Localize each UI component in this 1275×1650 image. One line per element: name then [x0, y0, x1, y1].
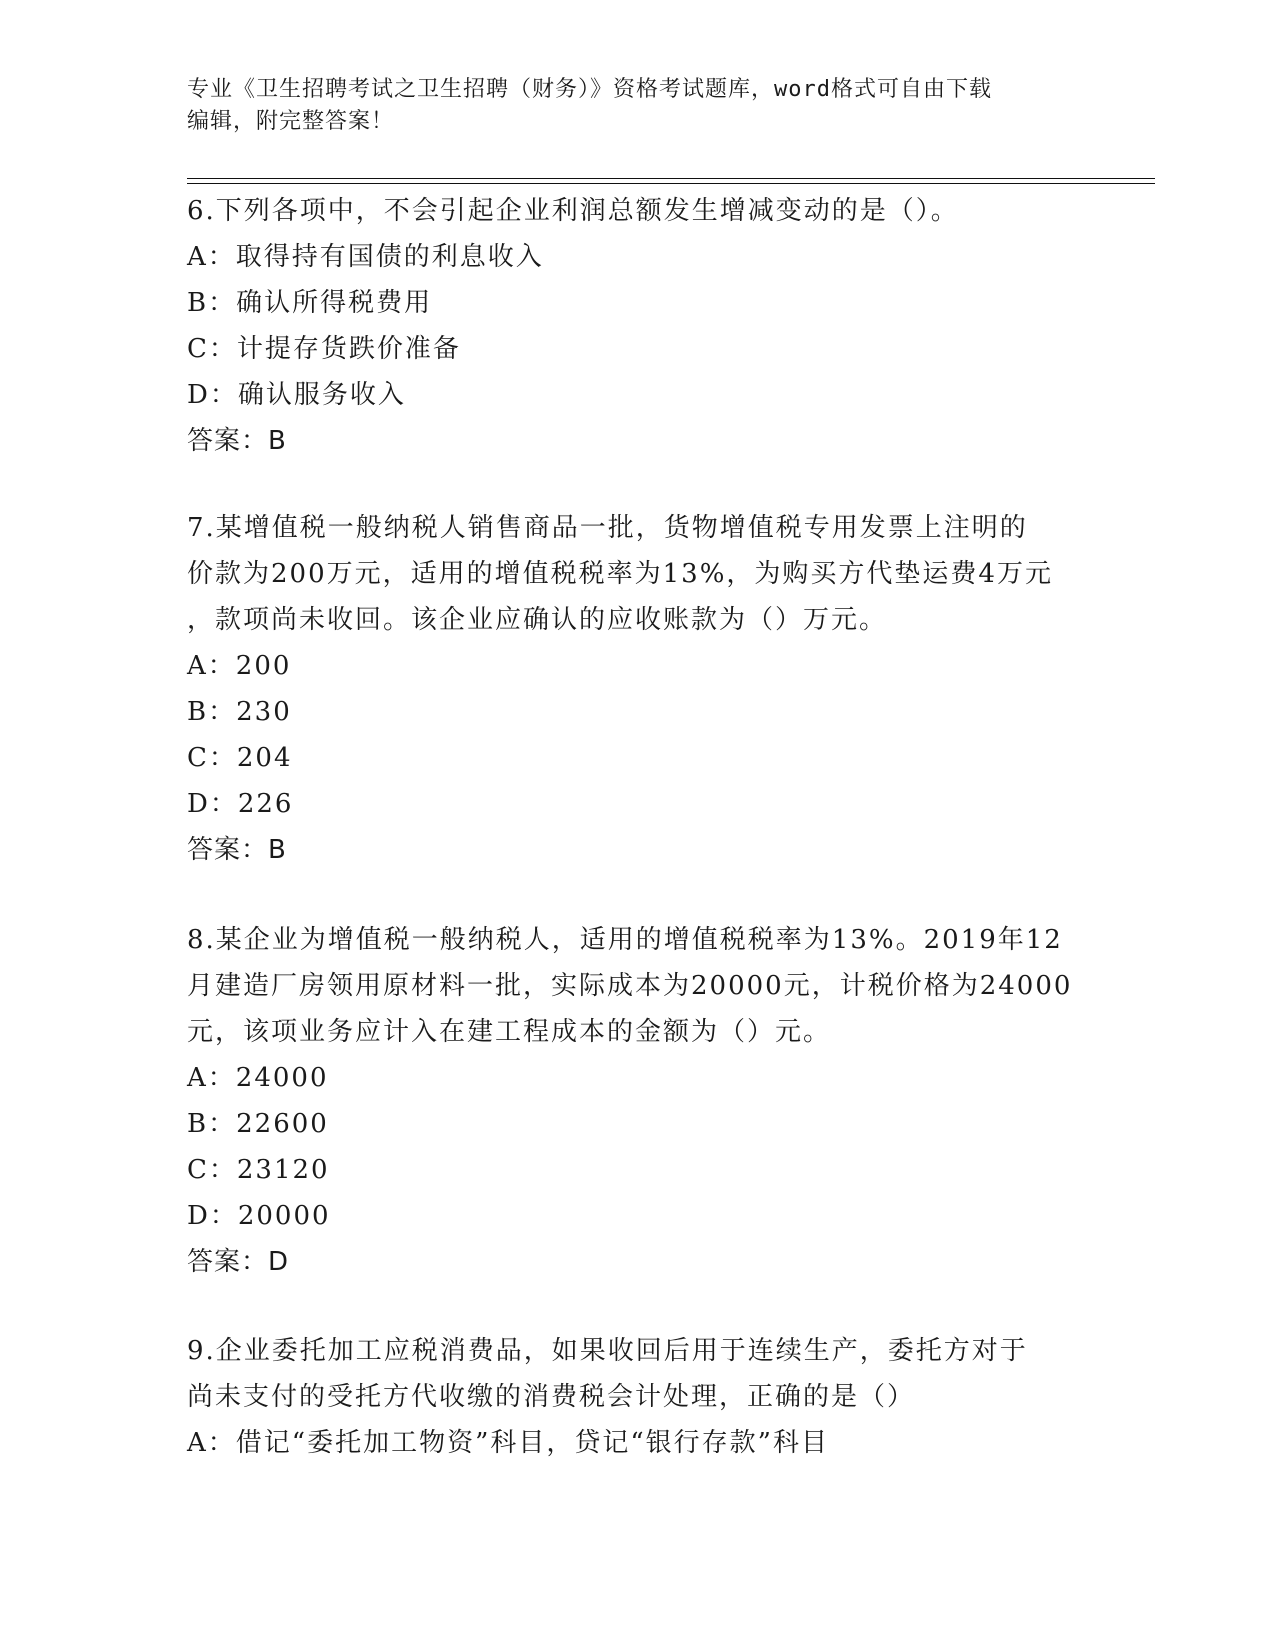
- question-stem-line: 元，该项业务应计入在建工程成本的金额为（）元。: [187, 1017, 832, 1047]
- option-b: B：确认所得税费用: [187, 288, 433, 318]
- question-stem-line: 价款为200万元，适用的增值税税率为13%，为购买方代垫运费4万元: [187, 559, 1053, 589]
- option-b: B：230: [187, 697, 292, 727]
- option-c: C：计提存货跌价准备: [187, 334, 461, 364]
- question-7: [187, 505, 1087, 873]
- option-a: A：取得持有国债的利息收入: [187, 242, 544, 272]
- option-a: A：24000: [187, 1063, 329, 1093]
- answer: 答案：B: [187, 835, 287, 865]
- question-stem-line: 9.企业委托加工应税消费品，如果收回后用于连续生产，委托方对于: [187, 1336, 1028, 1366]
- header-line-2: 编辑，附完整答案！: [187, 109, 395, 134]
- question-stem-line: 7.某增值税一般纳税人销售商品一批，货物增值税专用发票上注明的: [187, 513, 1028, 543]
- question-stem-line: 6.下列各项中，不会引起企业利润总额发生增减变动的是（）。: [187, 196, 959, 226]
- option-c: C：23120: [187, 1155, 330, 1185]
- answer: 答案：B: [187, 426, 287, 456]
- question-stem-line: ，款项尚未收回。该企业应确认的应收账款为（）万元。: [187, 605, 888, 635]
- question-8: [187, 917, 1087, 1285]
- document-header: [187, 74, 1087, 138]
- option-d: D：226: [187, 789, 294, 819]
- option-d: D：20000: [187, 1201, 331, 1231]
- option-c: C：204: [187, 743, 293, 773]
- question-stem-line: 月建造厂房领用原材料一批，实际成本为20000元，计税价格为24000: [187, 971, 1073, 1001]
- question-9: [187, 1328, 1087, 1466]
- option-a: A：200: [187, 651, 292, 681]
- question-stem-line: 尚未支付的受托方代收缴的消费税会计处理，正确的是（）: [187, 1382, 916, 1412]
- question-stem-line: 8.某企业为增值税一般纳税人，适用的增值税税率为13%。2019年12: [187, 925, 1063, 955]
- answer: 答案：D: [187, 1247, 290, 1277]
- option-d: D：确认服务收入: [187, 380, 406, 410]
- header-divider-top: [187, 178, 1155, 179]
- header-divider-bottom: [187, 183, 1155, 184]
- option-b: B：22600: [187, 1109, 329, 1139]
- question-6: [187, 188, 1087, 464]
- header-line-1: 专业《卫生招聘考试之卫生招聘（财务）》资格考试题库，word格式可自由下载: [187, 77, 992, 102]
- option-a: A：借记“委托加工物资”科目，贷记“银行存款”科目: [187, 1428, 829, 1458]
